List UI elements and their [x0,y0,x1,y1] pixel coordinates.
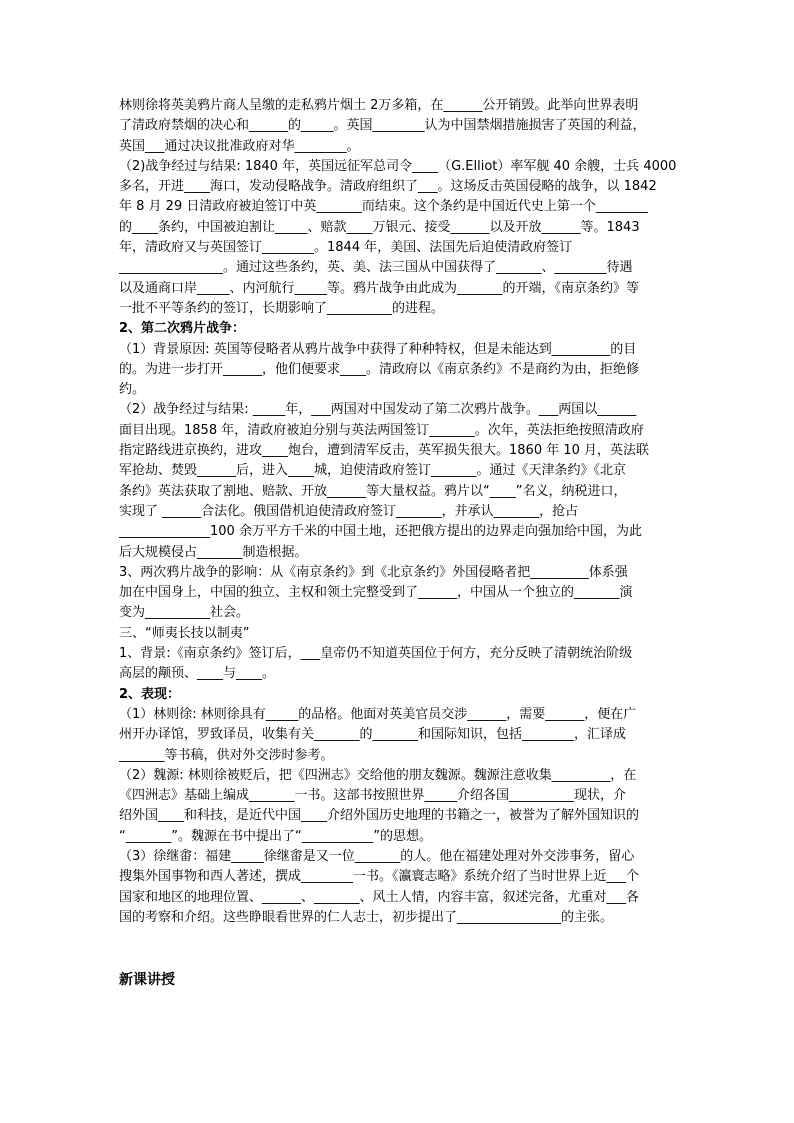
text-line: 的。为进一步打开______，他们便要求____。清政府以《南京条约》不是商约为由，拒绝修 [119,361,640,377]
subsection-heading: 2、第二次鸦片战争： [119,321,246,337]
text-line: 的____条约，中国被迫割让_____、赔款____万银元、接受______以及开放______等。1843 [119,219,640,235]
text-line: 以及通商口岸_____、内河航行_____等。鸦片战争由此成为_______的开端，《南京条约》等 [119,280,640,296]
text-line: 高层的颟顸、____与____。 [119,666,276,682]
text-line: 国家和地区的地理位置、______、_______、风土人情，内容丰富，叙述完备，尤重对___各 [119,889,640,905]
text-line: 多名，开进____海口，发动侵略战争。清政府组织了___。这场反击英国侵略的战争，以 1842 [119,179,657,195]
text-line: 国的考察和介绍。这些睁眼看世界的仁人志士，初步提出了________________的主张。 [119,909,614,925]
text-line: 实现了 ______合法化。俄国借机迫使清政府签订_______，并承认_______，抢占 [119,503,579,519]
subsection-heading: 2、表现： [119,686,181,702]
text-line: 《四洲志》基础上编成_______一书。这部书按照世界_____介绍各国__________现状，介 [119,788,627,804]
text-line: 指定路线进京换约，进攻____炮台，遭到清军反击，英军损失很大。1860 年 10 月，英法联 [119,443,650,459]
text-line: 英国___通过决议批准政府对华________。 [119,138,360,154]
text-line: 年 8 月 29 日清政府被迫签订中英_______而结束。这个条约是中国近代史上第一个________ [119,199,648,215]
text-line: 林则徐将英美鸦片商人呈缴的走私鸦片烟土 2万多箱，在______公开销毁。此举向世界表明 [119,98,639,113]
text-line: 年，清政府又与英国签订________。1844 年，美国、法国先后迫使清政府签订 [119,240,573,256]
text-line: ______________100 余万平方千米的中国土地，还把俄方提出的边界走向强加给中国，为此 [119,524,642,540]
text-line: 1、背景:《南京条约》签订后，___皇帝仍不知道英国位于何方，充分反映了清朝统治阶级 [119,646,633,662]
section-heading: 三、“师夷长技以制夷” [119,625,250,641]
text-line: 了清政府禁烟的决心和______的_____。英国________认为中国禁烟措施损害了英国的利益， [119,118,646,134]
text-line: 搜集外国事物和西人著述，撰成________一书。《瀛寰志略》系统介绍了当时世界上近___个 [119,869,640,885]
text-line: _______等书稿，供对外交涉时参考。 [119,747,334,763]
text-line: ________________。通过这些条约，英、美、法三国从中国获得了_______、________待遇 [119,260,633,276]
text-line: 州开办译馆，罗致译员，收集有关_______的_______和国际知识，包括________，汇译成 [119,727,627,743]
text-line: 条约》英法获取了割地、赔款、开放______等大量权益。鸦片以“____”名义，纳税进口， [119,483,627,499]
text-line: 3、两次鸦片战争的影响：从《南京条约》到《北京条约》外国侵略者把_________体系强 [119,564,628,580]
text-line: 面目出现。1858 年，清政府被迫分别与英法两国签订_______。次年，英法拒绝按照清政府 [119,422,644,438]
text-line: “_______”。魏源在书中提出了“___________”的思想。 [119,828,432,844]
text-line: （2）战争经过与结果: _____年，___两国对中国发动了第二次鸦片战争。___两国以______ [119,402,637,418]
text-line: 加在中国身上，中国的独立、主权和领土完整受到了______，中国从一个独立的_______演 [119,585,633,601]
text-line: （2)战争经过与结果: 1840 年，英国远征军总司令____（G.Elliot）率军舰 40 余艘，士兵 4000 [119,158,677,174]
section-title: 新课讲授 [119,972,175,988]
text-line: 绍外国____和科技，是近代中国____介绍外国历史地理的书籍之一，被誉为了解外国知识的 [119,808,640,824]
document-body [119,96,677,928]
text-line: 后大规模侵占_______制造根据。 [119,544,308,560]
text-line: 一批不平等条约的签订，长期影响了__________的进程。 [119,300,445,316]
text-line: （1）林则徐: 林则徐具有_____的品格。他面对英美官员交涉______，需要______，便在广 [119,706,637,722]
text-line: （1）背景原因: 英国等侵略者从鸦片战争中获得了种种特权，但是未能达到_________的目 [119,341,637,357]
text-line: （2）魏源: 林则徐被贬后，把《四洲志》交给他的朋友魏源。魏源注意收集_________，在 [119,767,637,783]
text-line: （3）徐继畬：福建_____徐继畬是又一位_______的人。他在福建处理对外交涉事务，留心 [119,848,635,864]
text-line: 约。 [119,382,146,398]
text-line: 变为__________社会。 [119,605,250,621]
text-line: 军抢劫、焚毁______后，进入____城，迫使清政府签订_______。通过《天津条约》《北京 [119,463,627,479]
